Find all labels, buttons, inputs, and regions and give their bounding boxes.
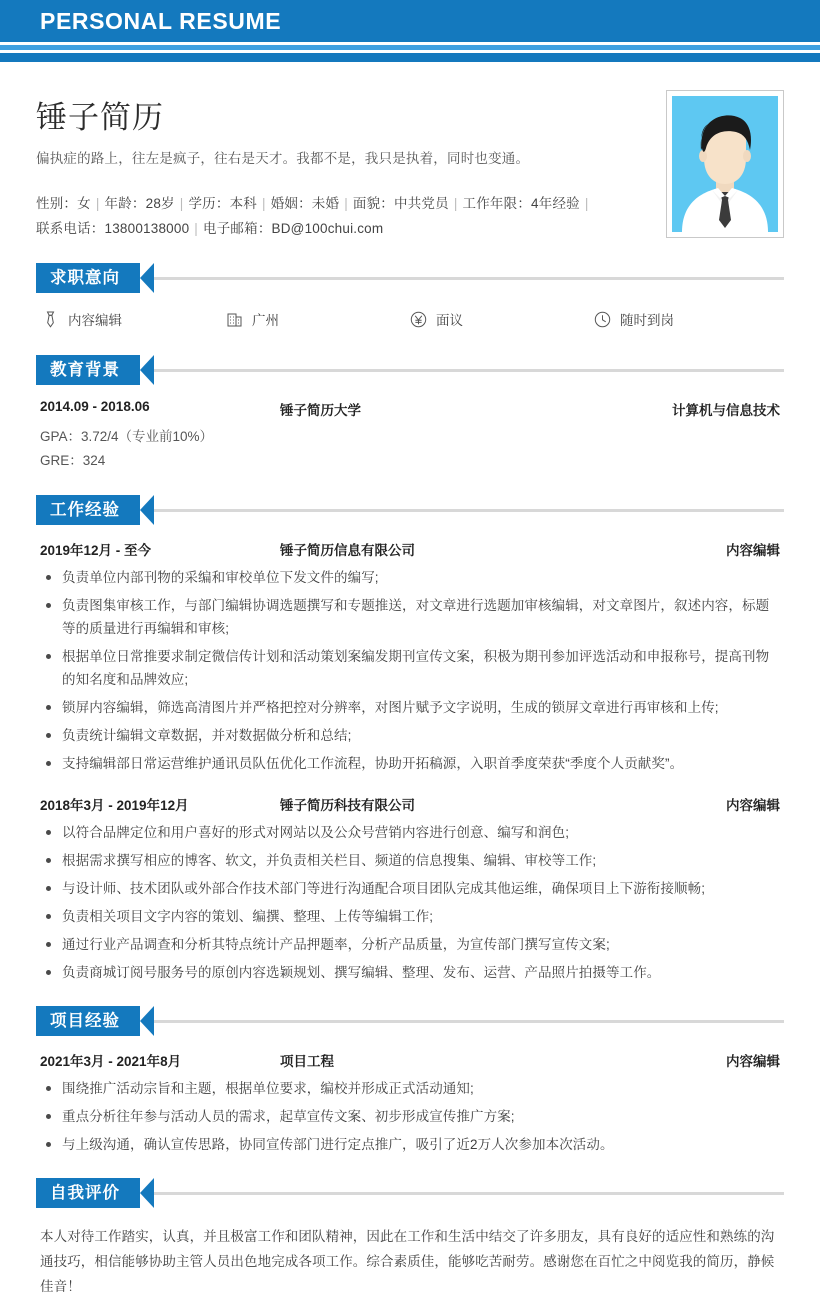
entry-header	[36, 539, 784, 559]
avatar	[666, 90, 784, 238]
education-entry	[36, 385, 784, 473]
entry-organization: 锤子简历大学	[280, 403, 361, 418]
project-entry	[36, 1036, 784, 1156]
building-icon	[226, 311, 243, 328]
intent-item-city	[226, 309, 410, 329]
intent-item-salary	[410, 309, 594, 329]
list-item: 负责单位内部刊物的采编和审校单位下发文件的编写;	[42, 566, 780, 589]
list-item: 以符合品牌定位和用户喜好的形式对网站以及公众号营销内容进行创意、编写和润色;	[42, 821, 780, 844]
entry-organization: 锤子简历科技有限公司	[280, 798, 415, 813]
intent-label: 面议	[436, 313, 463, 328]
meta-email: 电子邮箱：BD@100chui.com	[203, 221, 384, 236]
meta-gender: 性别：女	[36, 196, 91, 211]
section-title-job-intention: 求职意向	[36, 263, 154, 293]
section-project-experience	[36, 1006, 784, 1156]
list-item: 支持编辑部日常运营维护通讯员队伍优化工作流程，协助开拓稿源，入职首季度荣获“季度个人贡献奖”。	[42, 752, 780, 775]
profile-info	[36, 88, 666, 241]
section-job-intention	[36, 263, 784, 333]
list-item: 根据需求撰写相应的博客、软文，并负责相关栏目、频道的信息搜集、编辑、审校等工作;	[42, 849, 780, 872]
self-evaluation-text: 本人对待工作踏实，认真，并且极富工作和团队精神，因此在工作和生活中结交了许多朋友，具有良好的适应性和熟练的沟通技巧，相信能够协助主管人员出色地完成各项工作。综合素质佳，能够吃苦耐劳。感谢您在百忙之中阅览我的简历，静候佳音！	[40, 1229, 775, 1294]
meta-divider: |	[453, 196, 458, 211]
list-item: 负责图集审核工作，与部门编辑协调选题撰写和专题推送，对文章进行选题加审核编辑，对文章图片，叙述内容，标题等的质量进行再编辑和审核;	[42, 594, 780, 640]
list-item: 负责统计编辑文章数据，并对数据做分析和总结;	[42, 724, 780, 747]
section-divider	[152, 1192, 784, 1195]
work-duty-list	[36, 566, 784, 775]
meta-age: 年龄：28岁	[104, 196, 175, 211]
section-title-self-eval: 自我评价	[36, 1178, 154, 1208]
intent-item-position	[42, 309, 226, 329]
meta-marriage: 婚姻：未婚	[270, 196, 340, 211]
intent-label: 内容编辑	[68, 313, 122, 328]
meta-divider: |	[344, 196, 348, 211]
meta-row-2	[36, 216, 666, 241]
list-item: 通过行业产品调查和分析其特点统计产品押题率，分析产品质量，为宣传部门撰写宣传文案;	[42, 933, 780, 956]
section-header	[36, 1178, 784, 1208]
meta-political: 面貌：中共党员	[352, 196, 449, 211]
list-item: 根据单位日常推要求制定微信传计划和活动策划案编发期刊宣传文案，积极为期刊参加评选活动和申报称号，提高刊物的知名度和品牌效应;	[42, 645, 780, 691]
entry-date: 2018年3月 - 2019年12月	[40, 798, 189, 813]
meta-row-1	[36, 191, 666, 216]
entry-organization: 锤子简历信息有限公司	[280, 543, 415, 558]
work-entry	[36, 780, 784, 984]
intent-label: 随时到岗	[620, 313, 674, 328]
entry-role: 内容编辑	[726, 798, 780, 813]
meta-divider: |	[95, 196, 100, 211]
entry-header	[36, 1050, 784, 1070]
education-detail-gpa: GPA：3.72/4（专业前10%）	[40, 429, 214, 444]
section-education	[36, 355, 784, 473]
meta-education: 学历：本科	[188, 196, 257, 211]
header-stripe-dark	[0, 53, 820, 62]
work-entry	[36, 525, 784, 775]
section-title-education: 教育背景	[36, 355, 154, 385]
meta-divider: |	[261, 196, 266, 211]
list-item: 锁屏内容编辑，筛选高清图片并严格把控对分辨率，对图片赋予文字说明，生成的锁屏文章进行再审核和上传;	[42, 696, 780, 719]
page-title: PERSONAL RESUME	[40, 7, 282, 34]
avatar-illustration-icon	[672, 96, 778, 232]
job-intention-items	[36, 293, 784, 333]
section-header	[36, 263, 784, 293]
yen-icon	[410, 311, 427, 328]
section-title-work: 工作经验	[36, 495, 154, 525]
meta-divider: |	[584, 196, 589, 211]
resume-body	[0, 62, 820, 1299]
intent-label: 广州	[252, 313, 279, 328]
section-title-project: 项目经验	[36, 1006, 154, 1036]
section-divider	[152, 1020, 784, 1023]
clock-icon	[594, 311, 611, 328]
page-header	[0, 0, 820, 62]
meta-divider: |	[194, 221, 199, 236]
meta-divider: |	[179, 196, 184, 211]
avatar-photo	[672, 96, 778, 232]
entry-role: 内容编辑	[726, 543, 780, 558]
entry-role: 内容编辑	[726, 1054, 780, 1069]
section-header	[36, 355, 784, 385]
project-duty-list	[36, 1077, 784, 1156]
section-header	[36, 1006, 784, 1036]
list-item: 负责相关项目文字内容的策划、编撰、整理、上传等编辑工作;	[42, 905, 780, 928]
list-item: 与设计师、技术团队或外部合作技术部门等进行沟通配合项目团队完成其他运维，确保项目上下游衔接顺畅;	[42, 877, 780, 900]
section-divider	[152, 509, 784, 512]
meta-experience: 工作年限：4年经验	[462, 196, 580, 211]
meta-phone: 联系电话：13800138000	[36, 221, 190, 236]
section-work-experience	[36, 495, 784, 984]
list-item: 负责商城订阅号服务号的原创内容选颖规划、撰写编辑、整理、发布、运营、产品照片拍摄等工作。	[42, 961, 780, 984]
list-item: 围绕推广活动宗旨和主题，根据单位要求，编校并形成正式活动通知;	[42, 1077, 780, 1100]
entry-date: 2019年12月 - 至今	[40, 543, 152, 558]
section-self-evaluation	[36, 1178, 784, 1299]
entry-date: 2021年3月 - 2021年8月	[40, 1054, 182, 1069]
section-header	[36, 495, 784, 525]
intent-item-availability	[594, 309, 778, 329]
entry-header	[36, 399, 784, 419]
entry-date: 2014.09 - 2018.06	[40, 399, 150, 414]
entry-header	[36, 794, 784, 814]
tie-icon	[42, 311, 59, 328]
section-divider	[152, 277, 784, 280]
education-detail-gre: GRE：324	[40, 453, 106, 468]
profile-block	[36, 62, 784, 241]
personal-motto: 偏执症的路上，往左是疯子，往右是天才。我都不是，我只是执着，同时也变通。	[36, 151, 530, 166]
header-bar	[0, 0, 820, 42]
work-duty-list	[36, 821, 784, 984]
entry-major: 计算机与信息技术	[672, 403, 780, 418]
list-item: 重点分析往年参与活动人员的需求，起草宣传文案、初步形成宣传推广方案;	[42, 1105, 780, 1128]
list-item: 与上级沟通，确认宣传思路，协同宣传部门进行定点推广，吸引了近2万人次参加本次活动。	[42, 1133, 780, 1156]
entry-project-name: 项目工程	[280, 1054, 334, 1069]
applicant-name: 锤子简历	[36, 100, 164, 135]
section-divider	[152, 369, 784, 372]
